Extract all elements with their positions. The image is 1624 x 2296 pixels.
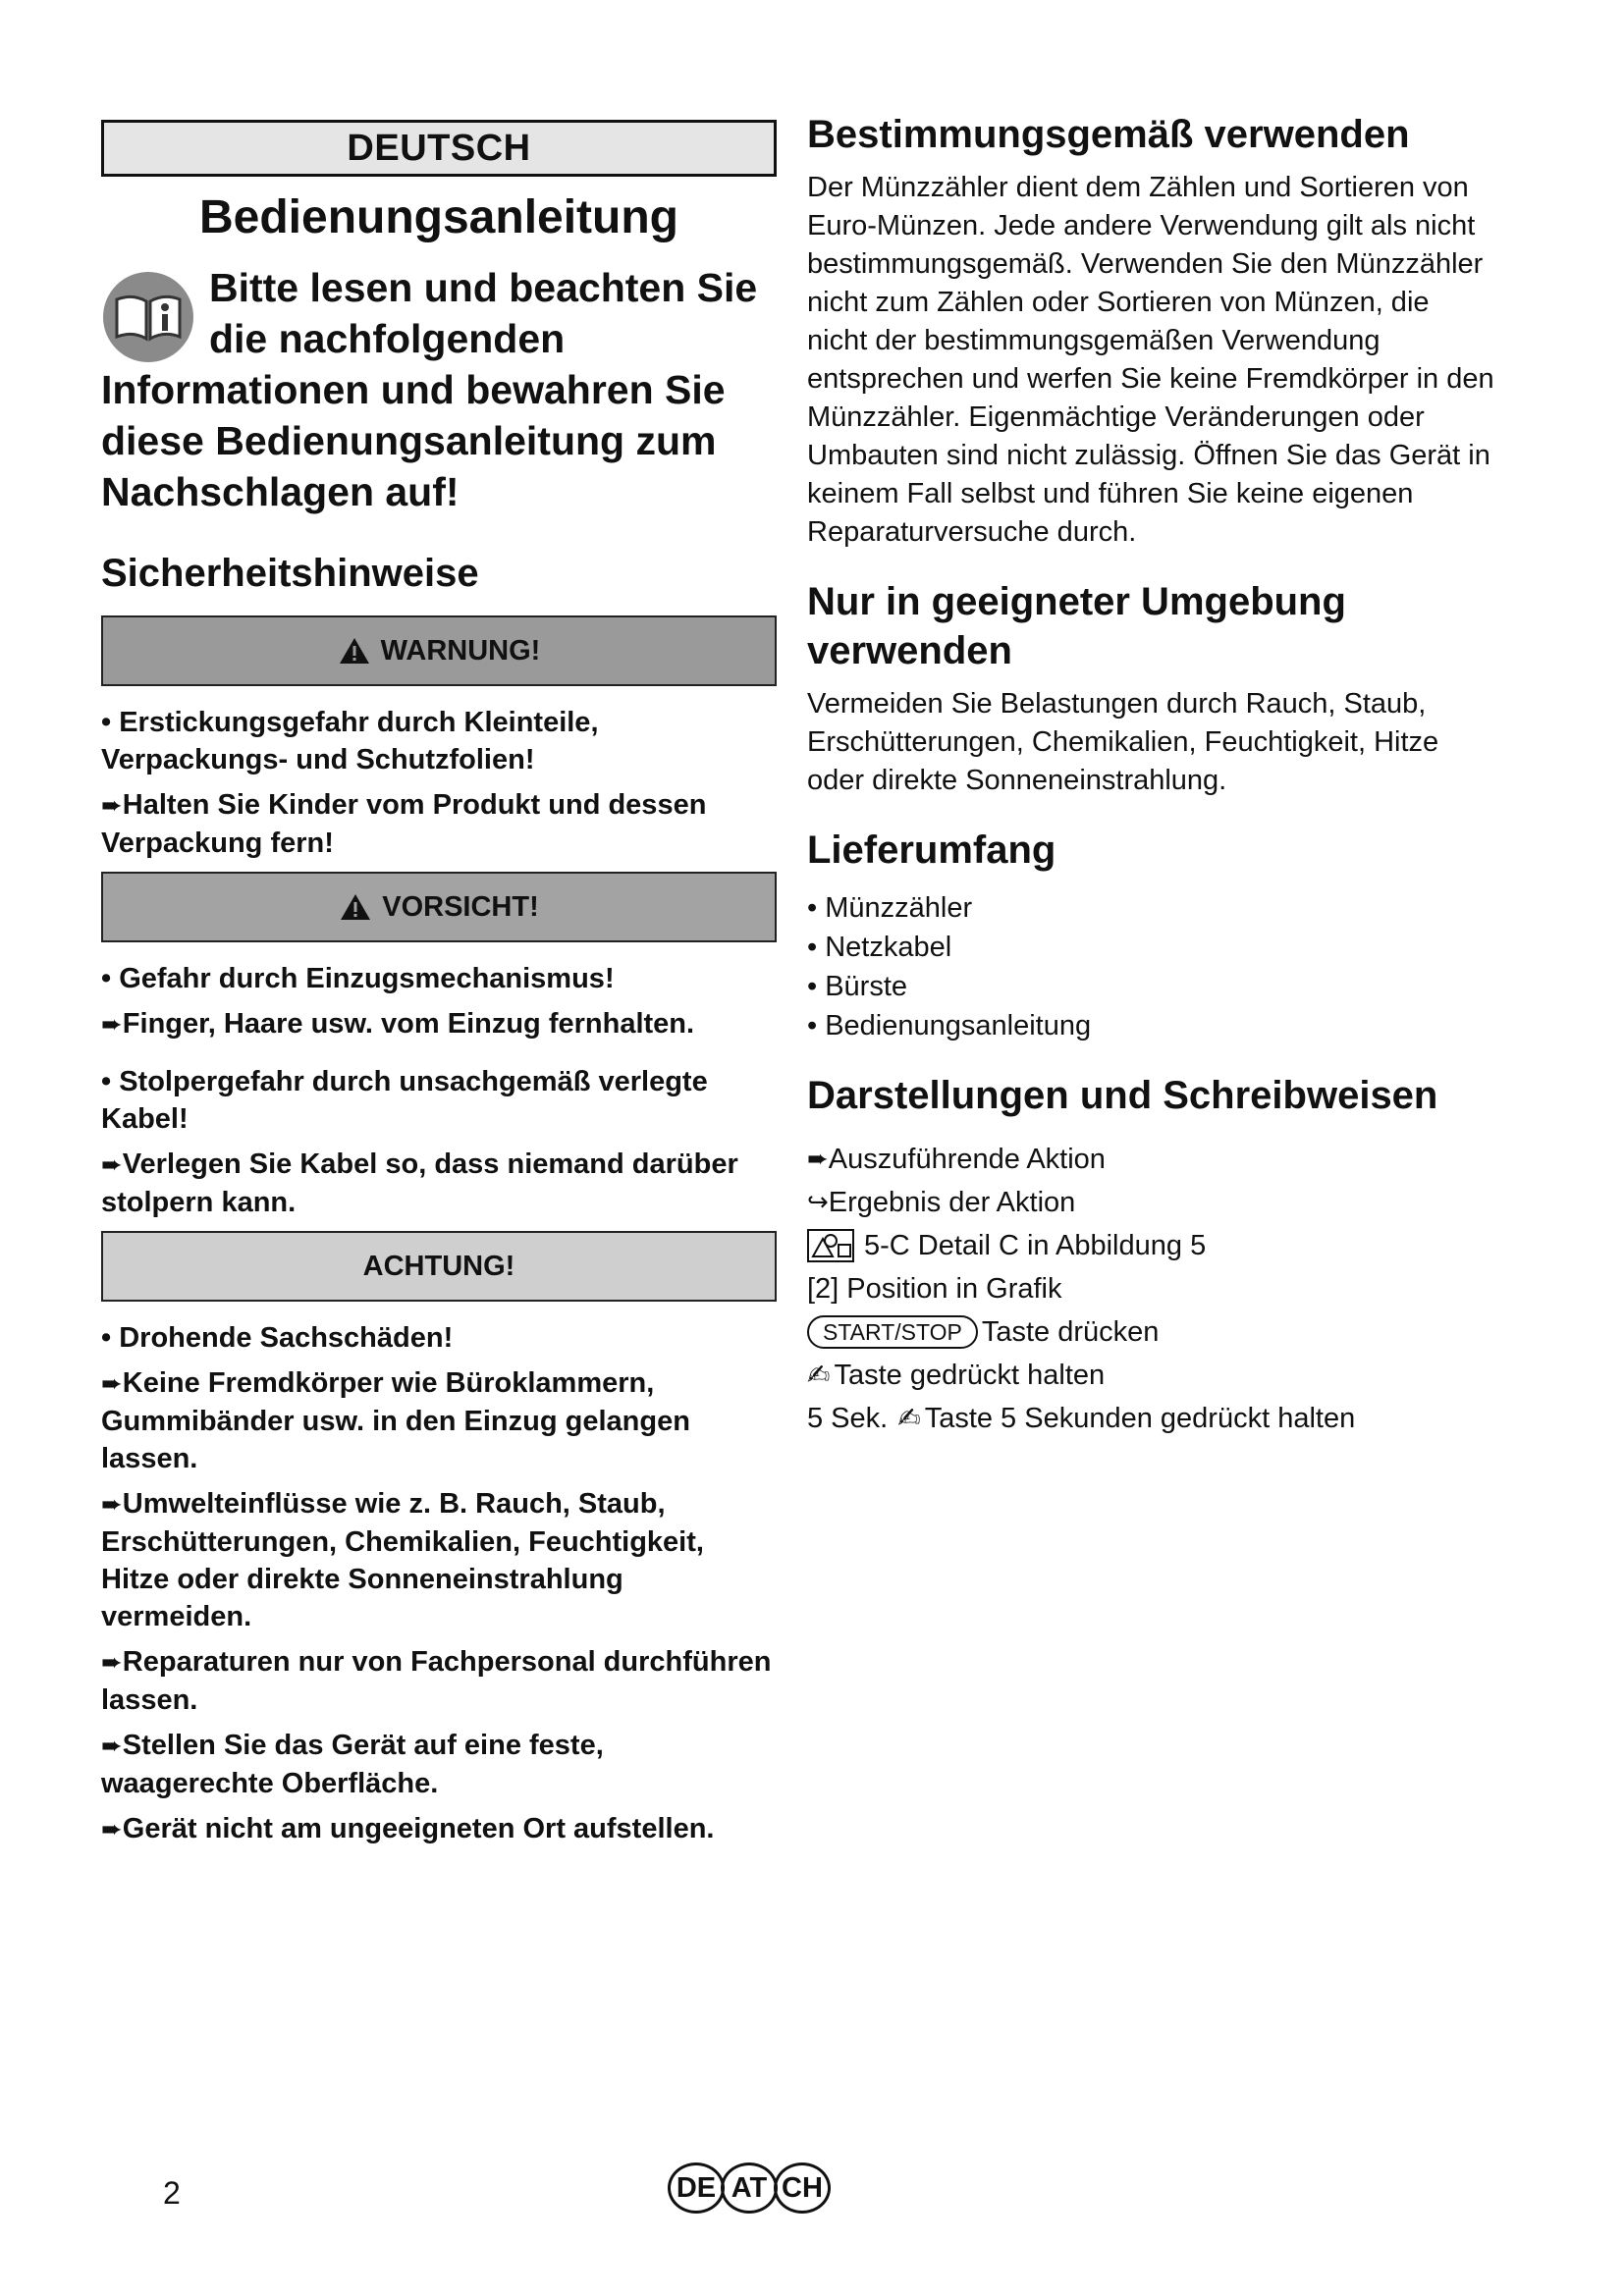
delivery-list [807,888,1494,1045]
language-header [101,120,777,177]
list-item: ➨Halten Sie Kinder vom Produkt und dessen Verpackung fern! [101,789,707,859]
list-item: ➨Umwelteinflüsse wie z. B. Rauch, Staub, Erschütterungen, Chemikalien, Feuchtigkeit, Hitze oder direkte Sonneneinstrahlung vermeiden. [101,1488,704,1632]
list-item: • Drohende Sachschäden! [101,1322,454,1354]
list-item: • Netzkabel [807,932,952,963]
list-item: ✍ Taste gedrückt halten [807,1354,1494,1397]
list-item: START/STOP Taste drücken [807,1310,1494,1354]
list-item: • Bedienungsanleitung [807,1010,1092,1041]
country-badge-at: AT [721,2163,778,2214]
warning-banner [101,615,777,686]
arrow-right-icon: ➨ [101,1369,123,1399]
language-label: DEUTSCH [347,127,531,169]
page-number: 2 [163,2175,181,2211]
list-item: ➨ Auszuführende Aktion [807,1138,1494,1181]
country-badges [668,2163,827,2214]
intended-use-text: Der Münzzähler dient dem Zählen und Sortieren von Euro-Münzen. Jede andere Verwendung gilt als nicht bestimmungsgemäß. Verwenden Sie den Münzzähler nicht zum Zählen oder Sortieren von Münzen, die nicht der bestimmungsgemäßen Verwendung entsprechen und werfen Sie keine Fremdkörper in den Münzzähler. Eigenmächtige Veränderungen oder Umbauten sind nicht zulässig. Öffnen Sie das Gerät in keinem Fall selbst und führen Sie keine eigenen Reparaturversuche durch. [807,172,1494,548]
conventions-heading: Darstellungen und Schreibweisen [807,1074,1438,1117]
list-item: [2] Position in Grafik [807,1273,1062,1305]
arrow-right-icon: ➨ [807,1145,829,1174]
arrow-right-icon: ➨ [101,791,123,821]
warning-triangle-icon [339,892,372,922]
caution-label: VORSICHT! [382,890,539,923]
warning-triangle-icon [338,636,371,666]
arrow-right-icon: ➨ [101,1010,123,1040]
list-item: ➨Verlegen Sie Kabel so, dass niemand darüber stolpern kann. [101,1148,738,1218]
delivery-heading: Lieferumfang [807,828,1056,872]
list-item: ➨Gerät nicht am ungeeigneten Ort aufstellen. [101,1813,715,1844]
environment-text: Vermeiden Sie Belastungen durch Rauch, Staub, Erschütterungen, Chemikalien, Feuchtigkeit, Hitze oder direkte Sonneneinstrahlung. [807,688,1439,796]
list-item: • Stolpergefahr durch unsachgemäß verlegte Kabel! [101,1066,708,1135]
book-info-icon [101,270,195,364]
list-item: ↪ Ergebnis der Aktion [807,1181,1494,1224]
list-item: 5-C Detail C in Abbildung 5 [807,1224,1494,1267]
right-column [807,110,1494,1440]
intended-use-heading: Bestimmungsgemäß verwenden [807,113,1410,156]
detail-magnify-icon [807,1229,854,1262]
country-badge-ch: CH [774,2163,831,2214]
list-item: • Erstickungsgefahr durch Kleinteile, Verpackungs- und Schutzfolien! [101,707,599,775]
conventions-list [807,1138,1494,1440]
safety-heading: Sicherheitshinweise [101,552,479,595]
intro-text: Bitte lesen und beachten Sie die nachfolgenden Informationen und bewahren Sie diese Bedienungsanleitung zum Nachschlagen auf! [101,265,758,514]
intro-notice [101,262,777,517]
arrow-right-icon: ➨ [101,1648,123,1678]
page-title: Bedienungsanleitung [198,191,678,243]
environment-heading: Nur in geeigneter Umgebung verwenden [807,580,1346,672]
hand-press-icon: ✍ [897,1402,921,1434]
attention-items [101,1319,777,1848]
warning-label: WARNUNG! [380,634,541,667]
list-item: • Bürste [807,971,908,1002]
result-arrow-icon: ↪ [807,1188,829,1217]
attention-label: ACHTUNG! [362,1250,515,1282]
list-item: ➨Finger, Haare usw. vom Einzug fernhalten. [101,1008,695,1040]
arrow-right-icon: ➨ [101,1490,123,1520]
start-stop-key: START/STOP [807,1315,978,1349]
list-item: • Gefahr durch Einzugsmechanismus! [101,963,615,994]
caution-banner [101,872,777,942]
attention-banner [101,1231,777,1302]
country-badge-de: DE [668,2163,725,2214]
list-item: 5 Sek. ✍ Taste 5 Sekunden gedrückt halten [807,1397,1494,1440]
hand-press-icon: ✍ [807,1359,831,1391]
arrow-right-icon: ➨ [101,1150,123,1180]
warning-items [101,704,777,862]
arrow-right-icon: ➨ [101,1815,123,1844]
list-item: • Münzzähler [807,892,973,924]
caution-items [101,960,777,1221]
list-item: ➨Keine Fremdkörper wie Büroklammern, Gummibänder usw. in den Einzug gelangen lassen. [101,1367,690,1474]
left-column [101,120,777,1856]
list-item: ➨Reparaturen nur von Fachpersonal durchführen lassen. [101,1646,772,1716]
arrow-right-icon: ➨ [101,1732,123,1761]
list-item: ➨Stellen Sie das Gerät auf eine feste, waagerechte Oberfläche. [101,1730,604,1799]
